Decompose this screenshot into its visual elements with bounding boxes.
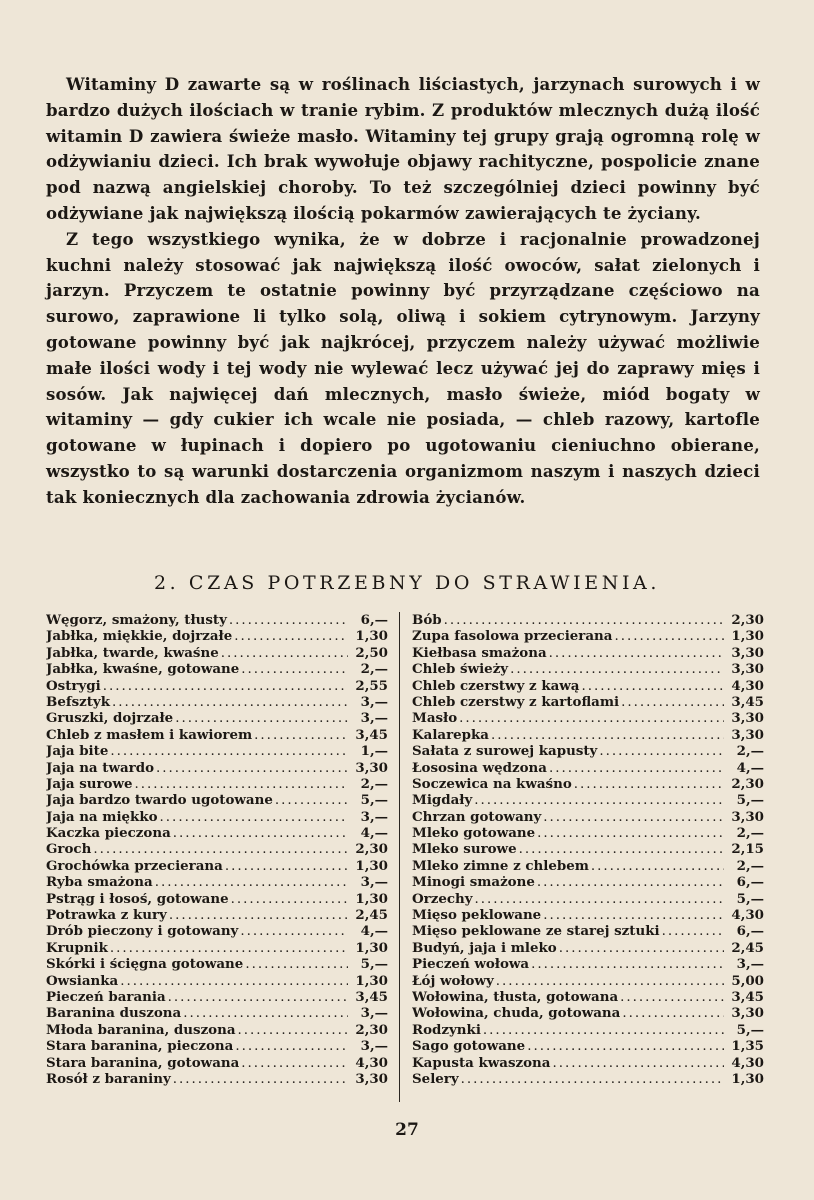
table-row bbox=[412, 956, 764, 972]
food-name: Mleko gotowane bbox=[412, 825, 536, 842]
table-row bbox=[412, 1022, 764, 1038]
dot-leader bbox=[622, 1006, 724, 1021]
digestion-time: 3,45 bbox=[355, 726, 388, 743]
digestion-time: 2,— bbox=[360, 661, 388, 678]
food-name: Masło bbox=[412, 710, 458, 727]
table-row bbox=[412, 645, 764, 661]
table-row bbox=[412, 809, 764, 825]
dot-leader bbox=[173, 1072, 348, 1087]
food-name: Mleko zimne z chlebem bbox=[412, 857, 589, 874]
food-name: Stara baranina, pieczona bbox=[46, 1038, 234, 1055]
food-name: Kiełbasa smażona bbox=[412, 644, 547, 661]
table-row bbox=[412, 923, 764, 939]
digestion-time: 3,— bbox=[360, 808, 388, 825]
dot-leader bbox=[474, 793, 724, 808]
table-row bbox=[412, 776, 764, 792]
table-row bbox=[46, 973, 388, 989]
table-row bbox=[412, 743, 764, 759]
food-name: Baranina duszona bbox=[46, 1005, 182, 1022]
table-row bbox=[412, 973, 764, 989]
table-row bbox=[412, 1055, 764, 1071]
table-row bbox=[46, 760, 388, 776]
food-name: Zupa fasolowa przecierana bbox=[412, 628, 613, 645]
food-name: Węgorz, smażony, tłusty bbox=[46, 612, 227, 628]
digestion-time: 3,— bbox=[736, 956, 764, 973]
table-row bbox=[46, 645, 388, 661]
table-row bbox=[46, 678, 388, 694]
digestion-time: 2,— bbox=[736, 857, 764, 874]
digestion-time: 1,— bbox=[360, 743, 388, 760]
digestion-time: 3,30 bbox=[731, 710, 764, 727]
dot-leader bbox=[231, 892, 348, 907]
table-row bbox=[412, 678, 764, 694]
digestion-time: 6,— bbox=[736, 874, 764, 891]
table-row bbox=[46, 940, 388, 956]
table-row bbox=[412, 710, 764, 726]
dot-leader bbox=[169, 908, 348, 923]
table-row bbox=[46, 727, 388, 743]
table-row bbox=[46, 858, 388, 874]
food-name: Mleko surowe bbox=[412, 841, 517, 858]
dot-leader bbox=[221, 646, 348, 661]
table-row bbox=[46, 1038, 388, 1054]
food-name: Młoda baranina, duszona bbox=[46, 1021, 236, 1038]
digestion-time: 5,— bbox=[360, 792, 388, 809]
dot-leader bbox=[559, 941, 724, 956]
food-name: Skórki i ścięgna gotowane bbox=[46, 956, 244, 973]
digestion-time: 1,30 bbox=[731, 628, 764, 645]
dot-leader bbox=[120, 974, 348, 989]
digestion-time: 1,30 bbox=[355, 857, 388, 874]
food-name: Wołowina, tłusta, gotowana bbox=[412, 988, 619, 1005]
table-row bbox=[412, 940, 764, 956]
table-row bbox=[46, 907, 388, 923]
dot-leader bbox=[620, 990, 724, 1005]
digestion-time: 3,30 bbox=[355, 1070, 388, 1087]
food-name: Pieczeń barania bbox=[46, 988, 166, 1005]
digestion-time: 2,30 bbox=[731, 612, 764, 628]
food-name: Chleb czerstwy z kartoflami bbox=[412, 693, 620, 710]
digestion-time: 1,30 bbox=[355, 628, 388, 645]
table-row bbox=[46, 1071, 388, 1087]
food-name: Grochówka przecierana bbox=[46, 857, 223, 874]
dot-leader bbox=[581, 679, 724, 694]
digestion-time: 6,— bbox=[360, 612, 388, 628]
column-divider bbox=[399, 612, 400, 1102]
food-name: Ostrygi bbox=[46, 677, 101, 694]
food-name: Pstrąg i łosoś, gotowane bbox=[46, 890, 229, 907]
food-name: Owsianka bbox=[46, 972, 119, 989]
dot-leader bbox=[614, 629, 724, 644]
table-row bbox=[412, 874, 764, 890]
food-name: Groch bbox=[46, 841, 92, 858]
table-row bbox=[412, 760, 764, 776]
table-row bbox=[46, 792, 388, 808]
table-row bbox=[46, 628, 388, 644]
dot-leader bbox=[240, 924, 348, 939]
dot-leader bbox=[238, 1023, 348, 1038]
digestion-time: 3,30 bbox=[731, 808, 764, 825]
table-row bbox=[412, 661, 764, 677]
food-name: Jaja surowe bbox=[46, 775, 133, 792]
dot-leader bbox=[543, 810, 724, 825]
food-name: Jabłka, miękkie, dojrzałe bbox=[46, 628, 233, 645]
digestion-time: 2,30 bbox=[355, 1021, 388, 1038]
dot-leader bbox=[574, 777, 724, 792]
digestion-time: 3,30 bbox=[731, 644, 764, 661]
table-row bbox=[46, 710, 388, 726]
table-row bbox=[412, 612, 764, 628]
digestion-time: 5,— bbox=[736, 890, 764, 907]
dot-leader bbox=[537, 875, 724, 890]
dot-leader bbox=[549, 646, 724, 661]
digestion-time: 1,30 bbox=[355, 939, 388, 956]
food-name: Łój wołowy bbox=[412, 972, 494, 989]
table-row bbox=[46, 1005, 388, 1021]
food-name: Stara baranina, gotowana bbox=[46, 1054, 240, 1071]
table-row bbox=[46, 694, 388, 710]
table-row bbox=[412, 989, 764, 1005]
dot-leader bbox=[241, 1056, 348, 1071]
table-row bbox=[412, 907, 764, 923]
table-row bbox=[412, 628, 764, 644]
food-name: Kaczka pieczona bbox=[46, 825, 171, 842]
table-row bbox=[46, 841, 388, 857]
dot-leader bbox=[621, 695, 724, 710]
digestion-time: 4,— bbox=[736, 759, 764, 776]
digestion-time: 5,— bbox=[736, 792, 764, 809]
digestion-time: 3,— bbox=[360, 874, 388, 891]
dot-leader bbox=[245, 957, 348, 972]
dot-leader bbox=[459, 711, 724, 726]
digestion-time: 2,55 bbox=[355, 677, 388, 694]
digestion-time: 3,30 bbox=[355, 759, 388, 776]
dot-leader bbox=[537, 826, 724, 841]
table-row bbox=[46, 874, 388, 890]
digestion-time: 2,— bbox=[736, 825, 764, 842]
table-row bbox=[412, 727, 764, 743]
food-name: Jabłka, twarde, kwaśne bbox=[46, 644, 219, 661]
dot-leader bbox=[103, 679, 348, 694]
dot-leader bbox=[229, 613, 348, 628]
table-row bbox=[46, 612, 388, 628]
digestion-time: 4,— bbox=[360, 923, 388, 940]
food-name: Befsztyk bbox=[46, 693, 110, 710]
food-name: Budyń, jaja i mleko bbox=[412, 939, 557, 956]
dot-leader bbox=[235, 1039, 348, 1054]
digestion-time: 1,30 bbox=[731, 1070, 764, 1087]
table-row bbox=[412, 792, 764, 808]
food-name: Jabłka, kwaśne, gotowane bbox=[46, 661, 240, 678]
digestion-time: 3,— bbox=[360, 693, 388, 710]
food-name: Chleb z masłem i kawiorem bbox=[46, 726, 253, 743]
dot-leader bbox=[483, 1023, 724, 1038]
digestion-time: 2,45 bbox=[355, 907, 388, 924]
food-name: Bób bbox=[412, 612, 442, 628]
dot-leader bbox=[160, 810, 348, 825]
digestion-time: 4,— bbox=[360, 825, 388, 842]
dot-leader bbox=[225, 859, 348, 874]
dot-leader bbox=[156, 761, 348, 776]
food-name: Kapusta kwaszona bbox=[412, 1054, 551, 1071]
food-name: Migdały bbox=[412, 792, 473, 809]
dot-leader bbox=[112, 695, 348, 710]
digestion-time: 3,— bbox=[360, 1038, 388, 1055]
digestion-time: 3,30 bbox=[731, 661, 764, 678]
dot-leader bbox=[519, 842, 724, 857]
food-name: Ryba smażona bbox=[46, 874, 153, 891]
food-name: Potrawka z kury bbox=[46, 907, 167, 924]
dot-leader bbox=[461, 1072, 724, 1087]
dot-leader bbox=[241, 662, 348, 677]
food-name: Gruszki, dojrzałe bbox=[46, 710, 174, 727]
digestion-time: 2,50 bbox=[355, 644, 388, 661]
digestion-time: 3,30 bbox=[731, 726, 764, 743]
table-row bbox=[46, 776, 388, 792]
food-name: Krupnik bbox=[46, 939, 108, 956]
digestion-time: 2,— bbox=[360, 775, 388, 792]
digestion-time: 1,30 bbox=[355, 972, 388, 989]
food-name: Mięso peklowane bbox=[412, 907, 542, 924]
food-name: Jaja bardzo twardo ugotowane bbox=[46, 792, 273, 809]
digestion-time: 4,30 bbox=[731, 907, 764, 924]
table-row bbox=[412, 1071, 764, 1087]
table-row bbox=[46, 825, 388, 841]
table-row bbox=[46, 743, 388, 759]
dot-leader bbox=[444, 613, 724, 628]
dot-leader bbox=[93, 842, 348, 857]
table-column-right bbox=[412, 612, 764, 1087]
digestion-time: 3,45 bbox=[355, 988, 388, 1005]
dot-leader bbox=[527, 1039, 724, 1054]
food-name: Rodzynki bbox=[412, 1021, 481, 1038]
dot-leader bbox=[110, 744, 348, 759]
table-row bbox=[412, 825, 764, 841]
food-name: Chrzan gotowany bbox=[412, 808, 542, 825]
digestion-time: 4,30 bbox=[355, 1054, 388, 1071]
food-name: Rosół z baraniny bbox=[46, 1070, 171, 1087]
dot-leader bbox=[275, 793, 348, 808]
section-heading: 2. CZAS POTRZEBNY DO STRAWIENIA. bbox=[153, 572, 661, 594]
dot-leader bbox=[599, 744, 724, 759]
table-row bbox=[412, 891, 764, 907]
table-row bbox=[46, 809, 388, 825]
digestion-time: 5,00 bbox=[731, 972, 764, 989]
food-name: Selery bbox=[412, 1070, 459, 1087]
dot-leader bbox=[155, 875, 348, 890]
dot-leader bbox=[662, 924, 724, 939]
digestion-time: 2,45 bbox=[731, 939, 764, 956]
dot-leader bbox=[549, 761, 724, 776]
dot-leader bbox=[475, 892, 724, 907]
digestion-time: 5,— bbox=[360, 956, 388, 973]
digestion-time: 3,45 bbox=[731, 988, 764, 1005]
food-name: Chleb czerstwy z kawą bbox=[412, 677, 580, 694]
food-name: Sałata z surowej kapusty bbox=[412, 743, 598, 760]
digestion-time: 2,— bbox=[736, 743, 764, 760]
digestion-time: 3,45 bbox=[731, 693, 764, 710]
table-row bbox=[412, 1005, 764, 1021]
food-name: Kalarepka bbox=[412, 726, 489, 743]
digestion-time: 1,35 bbox=[731, 1038, 764, 1055]
table-row bbox=[412, 1038, 764, 1054]
body-text bbox=[46, 72, 760, 511]
table-row bbox=[46, 1055, 388, 1071]
digestion-time: 3,— bbox=[360, 1005, 388, 1022]
digestion-time: 5,— bbox=[736, 1021, 764, 1038]
table-row bbox=[46, 661, 388, 677]
paragraph-vitamins-d: Witaminy D zawarte są w roślinach liściastych, jarzynach surowych i w bardzo dużych ilościach w tranie rybim. Z produktów mlecznych dużą ilość witamin D zawiera świeże masło. Witaminy tej grupy grają ogromną rolę w odżywianiu dzieci. Ich brak wywołuje objawy rachityczne, pospolicie znane pod nazwą angielskiej choroby. To też szczególniej dzieci powinny być odżywiane jak największą ilością pokarmów zawierających te życiany. bbox=[46, 74, 760, 223]
table-row bbox=[412, 694, 764, 710]
table-row bbox=[46, 923, 388, 939]
food-name: Mięso peklowane ze starej sztuki bbox=[412, 923, 660, 940]
food-name: Pieczeń wołowa bbox=[412, 956, 530, 973]
dot-leader bbox=[173, 826, 348, 841]
table-column-left bbox=[46, 612, 388, 1087]
food-name: Chleb świeży bbox=[412, 661, 509, 678]
dot-leader bbox=[510, 662, 724, 677]
page-number: 27 bbox=[395, 1120, 419, 1140]
food-name: Łososina wędzona bbox=[412, 759, 547, 776]
dot-leader bbox=[543, 908, 724, 923]
food-name: Jaja na miękko bbox=[46, 808, 158, 825]
dot-leader bbox=[496, 974, 724, 989]
table-row bbox=[412, 858, 764, 874]
dot-leader bbox=[552, 1056, 724, 1071]
dot-leader bbox=[175, 711, 348, 726]
dot-leader bbox=[183, 1006, 348, 1021]
dot-leader bbox=[234, 629, 348, 644]
food-name: Jaja bite bbox=[46, 743, 109, 760]
food-name: Jaja na twardo bbox=[46, 759, 155, 776]
digestion-time: 2,15 bbox=[731, 841, 764, 858]
dot-leader bbox=[110, 941, 348, 956]
dot-leader bbox=[531, 957, 724, 972]
digestion-time: 3,30 bbox=[731, 1005, 764, 1022]
food-name: Wołowina, chuda, gotowana bbox=[412, 1005, 621, 1022]
dot-leader bbox=[491, 728, 724, 743]
food-name: Minogi smażone bbox=[412, 874, 535, 891]
digestion-time: 4,30 bbox=[731, 677, 764, 694]
table-row bbox=[412, 841, 764, 857]
digestion-time: 2,30 bbox=[731, 775, 764, 792]
food-name: Orzechy bbox=[412, 890, 473, 907]
dot-leader bbox=[254, 728, 348, 743]
table-row bbox=[46, 989, 388, 1005]
dot-leader bbox=[135, 777, 348, 792]
digestion-time: 4,30 bbox=[731, 1054, 764, 1071]
dot-leader bbox=[591, 859, 724, 874]
paragraph-kitchen-advice: Z tego wszystkiego wynika, że w dobrze i racjonalnie prowadzonej kuchni należy stosować jak największą ilość owoców, sałat zielonych i jarzyn. Przyczem te ostatnie powinny być przyrządzane częściowo na surowo, zaprawione li tylko solą, oliwą i sokiem cytrynowym. Jarzyny gotowane powinny być jak najkrócej, przyczem należy używać możliwie małe ilości wody i tej wody nie wylewać lecz używać jej do zaprawy mięs i sosów. Jak najwięcej dań mlecznych, masło świeże, miód bogaty w witaminy — gdy cukier ich wcale nie posiada, — chleb razowy, kartofle gotowane w łupinach i dopiero po ugotowaniu cieniuchno obierane, wszystko to są warunki dostarczenia organizmom naszym i naszych dzieci tak koniecznych dla zachowania zdrowia życianów. bbox=[46, 228, 760, 507]
digestion-time: 3,— bbox=[360, 710, 388, 727]
digestion-time: 6,— bbox=[736, 923, 764, 940]
food-name: Soczewica na kwaśno bbox=[412, 775, 572, 792]
table-row bbox=[46, 1022, 388, 1038]
dot-leader bbox=[168, 990, 348, 1005]
digestion-time-table bbox=[46, 612, 764, 1100]
table-row bbox=[46, 891, 388, 907]
digestion-time: 2,30 bbox=[355, 841, 388, 858]
food-name: Drób pieczony i gotowany bbox=[46, 923, 239, 940]
table-row bbox=[46, 956, 388, 972]
food-name: Sago gotowane bbox=[412, 1038, 526, 1055]
digestion-time: 1,30 bbox=[355, 890, 388, 907]
